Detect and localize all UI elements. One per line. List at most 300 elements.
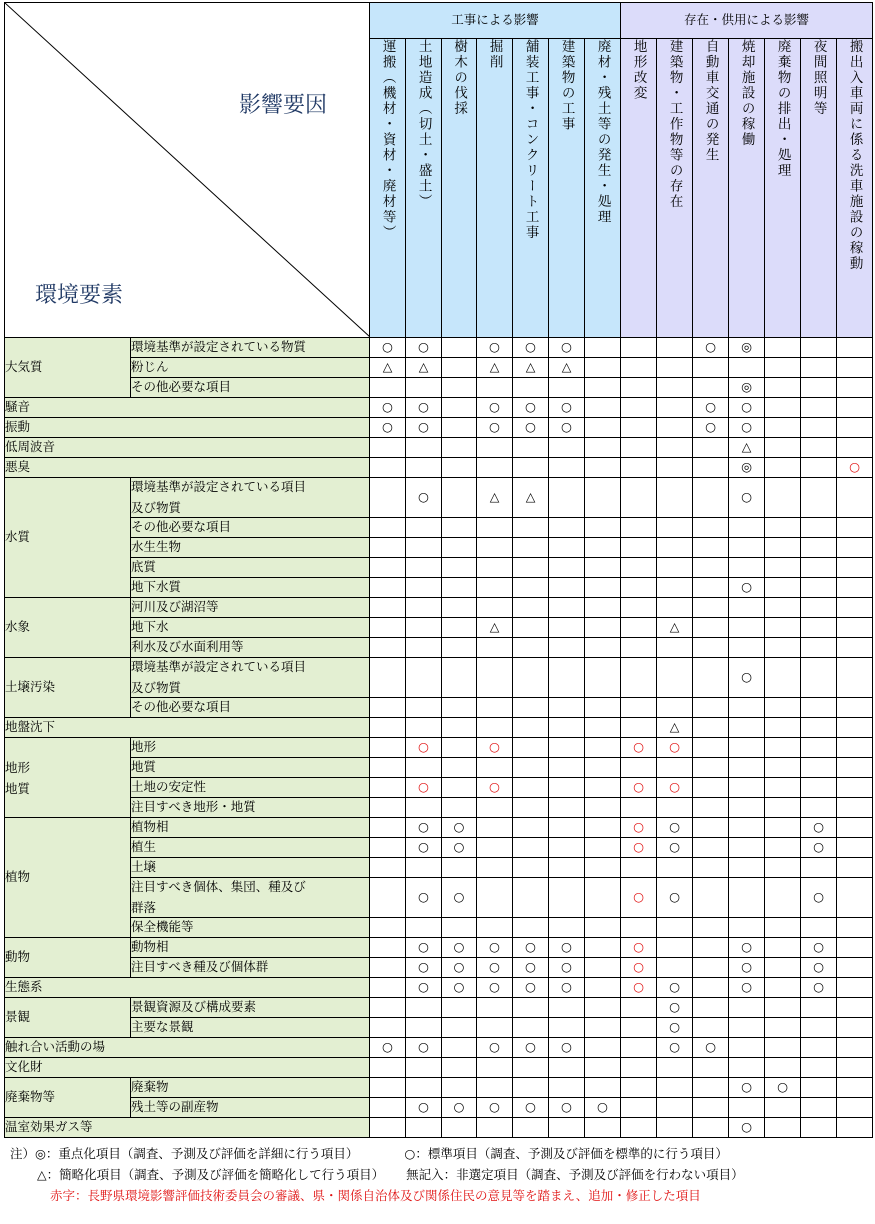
standard-mark: ○ (729, 978, 765, 998)
empty-cell (585, 818, 621, 838)
empty-cell (801, 1038, 837, 1058)
empty-cell (837, 858, 873, 878)
empty-cell (657, 378, 693, 398)
standard-mark: ○ (657, 878, 693, 918)
impact-factor-label: 廃材・残土等の発生・処理 (594, 39, 611, 225)
category-label: 温室効果ガス等 (5, 1119, 93, 1135)
item-label: 保全機能等 (131, 919, 194, 935)
empty-cell (513, 738, 549, 758)
empty-cell (406, 698, 442, 718)
simplified-mark: △ (477, 618, 513, 638)
empty-cell (657, 858, 693, 878)
standard-mark: ○ (442, 818, 477, 838)
environmental-item (131, 638, 370, 658)
standard-mark: ○ (729, 1078, 765, 1098)
note-not-selected: 無記入：非選定項目（調査、予測及び評価を行わない項目） (406, 1167, 744, 1182)
empty-cell (370, 818, 406, 838)
item-label: 注目すべき地形・地質 (131, 799, 256, 815)
empty-cell (513, 438, 549, 458)
empty-cell (765, 458, 801, 478)
impact-factor-column-header (442, 39, 477, 338)
empty-cell (513, 1058, 549, 1078)
empty-cell (693, 778, 729, 798)
empty-cell (621, 518, 657, 538)
empty-cell (370, 718, 406, 738)
matrix-row (5, 438, 873, 458)
matrix-row (5, 358, 873, 378)
matrix-row (5, 758, 873, 778)
standard-mark: ○ (477, 938, 513, 958)
category-label: 低周波音 (5, 439, 56, 455)
empty-cell (477, 538, 513, 558)
empty-cell (657, 938, 693, 958)
impact-factor-label: 土地造成（切土・盛土） (415, 39, 432, 210)
environmental-category (5, 998, 131, 1038)
empty-cell (693, 1058, 729, 1078)
empty-cell (406, 1078, 442, 1098)
empty-cell (765, 978, 801, 998)
empty-cell (765, 618, 801, 638)
empty-cell (801, 378, 837, 398)
empty-cell (729, 758, 765, 778)
empty-cell (621, 438, 657, 458)
empty-cell (765, 538, 801, 558)
empty-cell (837, 1098, 873, 1118)
matrix-row (5, 598, 873, 618)
empty-cell (585, 558, 621, 578)
empty-cell (621, 1058, 657, 1078)
empty-cell (549, 698, 585, 718)
standard-mark: ○ (729, 478, 765, 518)
standard-mark: ○ (477, 738, 513, 758)
empty-cell (513, 838, 549, 858)
empty-cell (549, 378, 585, 398)
empty-cell (585, 478, 621, 518)
empty-cell (693, 918, 729, 938)
category-label: 騒音 (5, 399, 31, 415)
empty-cell (406, 618, 442, 638)
environmental-category (5, 458, 370, 478)
standard-mark: ○ (549, 958, 585, 978)
simplified-mark: △ (549, 358, 585, 378)
item-label: 地下水 (131, 619, 169, 635)
impact-factor-label: 樹木の伐採 (451, 39, 468, 117)
empty-cell (693, 558, 729, 578)
empty-cell (406, 1018, 442, 1038)
empty-cell (837, 1078, 873, 1098)
element-label: 環境要素 (35, 283, 124, 308)
category-label: 文化財 (5, 1059, 43, 1075)
item-label: 環境基準が設定されている項目 (131, 659, 307, 674)
empty-cell (585, 598, 621, 618)
empty-cell (585, 578, 621, 598)
empty-cell (406, 378, 442, 398)
environmental-category (5, 418, 370, 438)
empty-cell (549, 718, 585, 738)
standard-mark: ○ (621, 738, 657, 758)
empty-cell (657, 418, 693, 438)
empty-cell (693, 458, 729, 478)
empty-cell (693, 998, 729, 1018)
category-label: 水象 (5, 619, 31, 635)
environmental-category (5, 1038, 370, 1058)
item-label: 粉じん (131, 359, 169, 375)
empty-cell (585, 738, 621, 758)
empty-cell (837, 418, 873, 438)
empty-cell (442, 518, 477, 538)
empty-cell (370, 378, 406, 398)
empty-cell (693, 758, 729, 778)
empty-cell (765, 378, 801, 398)
empty-cell (657, 1098, 693, 1118)
empty-cell (837, 518, 873, 538)
empty-cell (765, 338, 801, 358)
empty-cell (585, 1058, 621, 1078)
matrix-row (5, 378, 873, 398)
empty-cell (657, 1118, 693, 1138)
empty-cell (837, 578, 873, 598)
standard-mark: ○ (729, 418, 765, 438)
matrix-row (5, 698, 873, 718)
empty-cell (837, 838, 873, 858)
empty-cell (406, 1058, 442, 1078)
empty-cell (406, 918, 442, 938)
empty-cell (693, 618, 729, 638)
empty-cell (585, 658, 621, 698)
standard-mark: ○ (513, 978, 549, 998)
empty-cell (442, 1018, 477, 1038)
item-label: 景観資源及び構成要素 (131, 999, 257, 1015)
standard-mark: ○ (477, 978, 513, 998)
empty-cell (585, 618, 621, 638)
empty-cell (585, 518, 621, 538)
empty-cell (693, 598, 729, 618)
empty-cell (513, 1018, 549, 1038)
item-label: その他必要な項目 (131, 379, 232, 395)
environmental-item (131, 938, 370, 958)
empty-cell (729, 698, 765, 718)
empty-cell (549, 918, 585, 938)
empty-cell (442, 1058, 477, 1078)
environmental-item (131, 378, 370, 398)
empty-cell (729, 598, 765, 618)
standard-mark: ○ (657, 1018, 693, 1038)
empty-cell (837, 658, 873, 698)
item-label: 水生生物 (131, 539, 182, 555)
environmental-item (131, 538, 370, 558)
empty-cell (442, 558, 477, 578)
empty-cell (801, 698, 837, 718)
standard-mark: ○ (693, 398, 729, 418)
matrix-row (5, 938, 873, 958)
empty-cell (442, 918, 477, 938)
empty-cell (801, 558, 837, 578)
empty-cell (765, 438, 801, 458)
empty-cell (370, 858, 406, 878)
empty-cell (549, 798, 585, 818)
empty-cell (729, 818, 765, 838)
empty-cell (621, 918, 657, 938)
empty-cell (370, 998, 406, 1018)
empty-cell (657, 658, 693, 698)
empty-cell (549, 1118, 585, 1138)
empty-cell (765, 698, 801, 718)
item-label: 地質 (131, 759, 157, 775)
standard-mark: ○ (406, 778, 442, 798)
empty-cell (477, 718, 513, 738)
empty-cell (513, 778, 549, 798)
empty-cell (370, 518, 406, 538)
empty-cell (477, 698, 513, 718)
environmental-item (131, 1078, 370, 1098)
matrix-row (5, 1098, 873, 1118)
empty-cell (513, 818, 549, 838)
matrix-row (5, 398, 873, 418)
empty-cell (837, 338, 873, 358)
empty-cell (442, 418, 477, 438)
empty-cell (621, 798, 657, 818)
empty-cell (442, 538, 477, 558)
empty-cell (837, 378, 873, 398)
empty-cell (693, 698, 729, 718)
empty-cell (801, 358, 837, 378)
empty-cell (585, 698, 621, 718)
empty-cell (513, 538, 549, 558)
empty-cell (729, 1098, 765, 1118)
empty-cell (693, 518, 729, 538)
empty-cell (657, 918, 693, 938)
empty-cell (370, 658, 406, 698)
standard-mark: ○ (621, 938, 657, 958)
empty-cell (765, 638, 801, 658)
standard-mark: ○ (406, 398, 442, 418)
impact-factor-label: 建築物・工作物等の存在 (666, 39, 683, 210)
matrix-row (5, 478, 873, 518)
standard-mark: ○ (801, 978, 837, 998)
empty-cell (370, 698, 406, 718)
empty-cell (549, 1058, 585, 1078)
empty-cell (370, 978, 406, 998)
standard-mark: ○ (406, 478, 442, 518)
impact-factor-column-header (657, 39, 693, 338)
empty-cell (585, 998, 621, 1018)
note-emphasis: 注）◎：重点化項目（調査、予測及び評価を詳細に行う項目） (10, 1146, 359, 1161)
standard-mark: ○ (657, 998, 693, 1018)
empty-cell (837, 438, 873, 458)
standard-mark: ○ (837, 458, 873, 478)
standard-mark: ○ (477, 778, 513, 798)
standard-mark: ○ (549, 938, 585, 958)
empty-cell (729, 1038, 765, 1058)
empty-cell (477, 578, 513, 598)
empty-cell (765, 1018, 801, 1038)
empty-cell (837, 1018, 873, 1038)
matrix-row (5, 718, 873, 738)
standard-mark: ○ (621, 818, 657, 838)
standard-mark: ○ (801, 878, 837, 918)
empty-cell (729, 538, 765, 558)
matrix-row (5, 1018, 873, 1038)
standard-mark: ○ (549, 398, 585, 418)
empty-cell (621, 1078, 657, 1098)
empty-cell (801, 598, 837, 618)
empty-cell (765, 758, 801, 778)
empty-cell (549, 618, 585, 638)
empty-cell (621, 858, 657, 878)
empty-cell (837, 818, 873, 838)
empty-cell (621, 378, 657, 398)
empty-cell (477, 1018, 513, 1038)
empty-cell (442, 438, 477, 458)
empty-cell (621, 598, 657, 618)
empty-cell (549, 1018, 585, 1038)
simplified-mark: △ (477, 358, 513, 378)
standard-mark: ○ (442, 958, 477, 978)
empty-cell (585, 838, 621, 858)
empty-cell (549, 438, 585, 458)
empty-cell (729, 1018, 765, 1038)
empty-cell (765, 798, 801, 818)
standard-mark: ○ (370, 338, 406, 358)
impact-factor-label: 自動車交通の発生 (702, 39, 719, 163)
empty-cell (729, 838, 765, 858)
empty-cell (370, 938, 406, 958)
empty-cell (406, 458, 442, 478)
empty-cell (585, 1078, 621, 1098)
empty-cell (657, 638, 693, 658)
note-standard: ○：標準項目（調査、予測及び評価を標準的に行う項目） (404, 1146, 728, 1161)
standard-mark: ○ (549, 338, 585, 358)
category-label: 大気質 (5, 359, 43, 375)
environmental-item (131, 838, 370, 858)
emphasis-mark: ◎ (729, 458, 765, 478)
item-label-continued: 及び物質 (131, 679, 182, 695)
item-label: その他必要な項目 (131, 519, 232, 535)
empty-cell (513, 1078, 549, 1098)
empty-cell (585, 718, 621, 738)
impact-factor-column-header (801, 39, 837, 338)
empty-cell (693, 1098, 729, 1118)
item-label: 植物相 (131, 819, 169, 835)
simplified-mark: △ (657, 718, 693, 738)
empty-cell (801, 1078, 837, 1098)
standard-mark: ○ (801, 838, 837, 858)
empty-cell (765, 938, 801, 958)
environmental-item (131, 818, 370, 838)
empty-cell (693, 878, 729, 918)
standard-mark: ○ (729, 398, 765, 418)
empty-cell (801, 758, 837, 778)
matrix-row (5, 798, 873, 818)
category-label: 生態系 (5, 979, 43, 995)
empty-cell (370, 878, 406, 918)
matrix-row (5, 658, 873, 698)
empty-cell (801, 618, 837, 638)
standard-mark: ○ (513, 958, 549, 978)
standard-mark: ○ (621, 978, 657, 998)
environmental-item (131, 738, 370, 758)
empty-cell (801, 458, 837, 478)
empty-cell (729, 858, 765, 878)
empty-cell (585, 978, 621, 998)
empty-cell (370, 458, 406, 478)
empty-cell (693, 738, 729, 758)
empty-cell (442, 798, 477, 818)
header-diagonal-cell (5, 3, 370, 338)
empty-cell (621, 338, 657, 358)
empty-cell (406, 1118, 442, 1138)
category-label: 景観 (5, 1009, 31, 1025)
empty-cell (621, 1118, 657, 1138)
empty-cell (621, 658, 657, 698)
empty-cell (621, 718, 657, 738)
simplified-mark: △ (477, 478, 513, 518)
empty-cell (549, 998, 585, 1018)
matrix-row (5, 618, 873, 638)
empty-cell (442, 358, 477, 378)
empty-cell (477, 1078, 513, 1098)
empty-cell (765, 918, 801, 938)
empty-cell (406, 558, 442, 578)
empty-cell (585, 958, 621, 978)
empty-cell (765, 558, 801, 578)
matrix-row (5, 638, 873, 658)
standard-mark: ○ (729, 578, 765, 598)
empty-cell (406, 998, 442, 1018)
environmental-item (131, 578, 370, 598)
matrix-row (5, 338, 873, 358)
empty-cell (513, 558, 549, 578)
empty-cell (801, 518, 837, 538)
standard-mark: ○ (513, 1098, 549, 1118)
empty-cell (729, 878, 765, 918)
empty-cell (693, 798, 729, 818)
empty-cell (549, 758, 585, 778)
empty-cell (549, 658, 585, 698)
empty-cell (370, 598, 406, 618)
empty-cell (693, 578, 729, 598)
environmental-category (5, 658, 131, 718)
item-label: 廃棄物 (131, 1079, 169, 1095)
item-label: その他必要な項目 (131, 699, 232, 715)
emphasis-mark: ◎ (729, 338, 765, 358)
empty-cell (837, 638, 873, 658)
empty-cell (442, 638, 477, 658)
category-label: 廃棄物等 (5, 1089, 56, 1105)
emphasis-mark: ◎ (729, 378, 765, 398)
empty-cell (370, 958, 406, 978)
standard-mark: ○ (657, 738, 693, 758)
empty-cell (801, 1118, 837, 1138)
standard-mark: ○ (442, 938, 477, 958)
empty-cell (513, 658, 549, 698)
empty-cell (442, 718, 477, 738)
empty-cell (585, 538, 621, 558)
impact-factor-column-header (370, 39, 406, 338)
empty-cell (837, 738, 873, 758)
empty-cell (801, 338, 837, 358)
empty-cell (837, 758, 873, 778)
empty-cell (442, 618, 477, 638)
empty-cell (585, 758, 621, 778)
standard-mark: ○ (621, 778, 657, 798)
empty-cell (621, 418, 657, 438)
standard-mark: ○ (513, 418, 549, 438)
impact-factor-column-header (765, 39, 801, 338)
empty-cell (585, 398, 621, 418)
empty-cell (729, 638, 765, 658)
simplified-mark: △ (370, 358, 406, 378)
